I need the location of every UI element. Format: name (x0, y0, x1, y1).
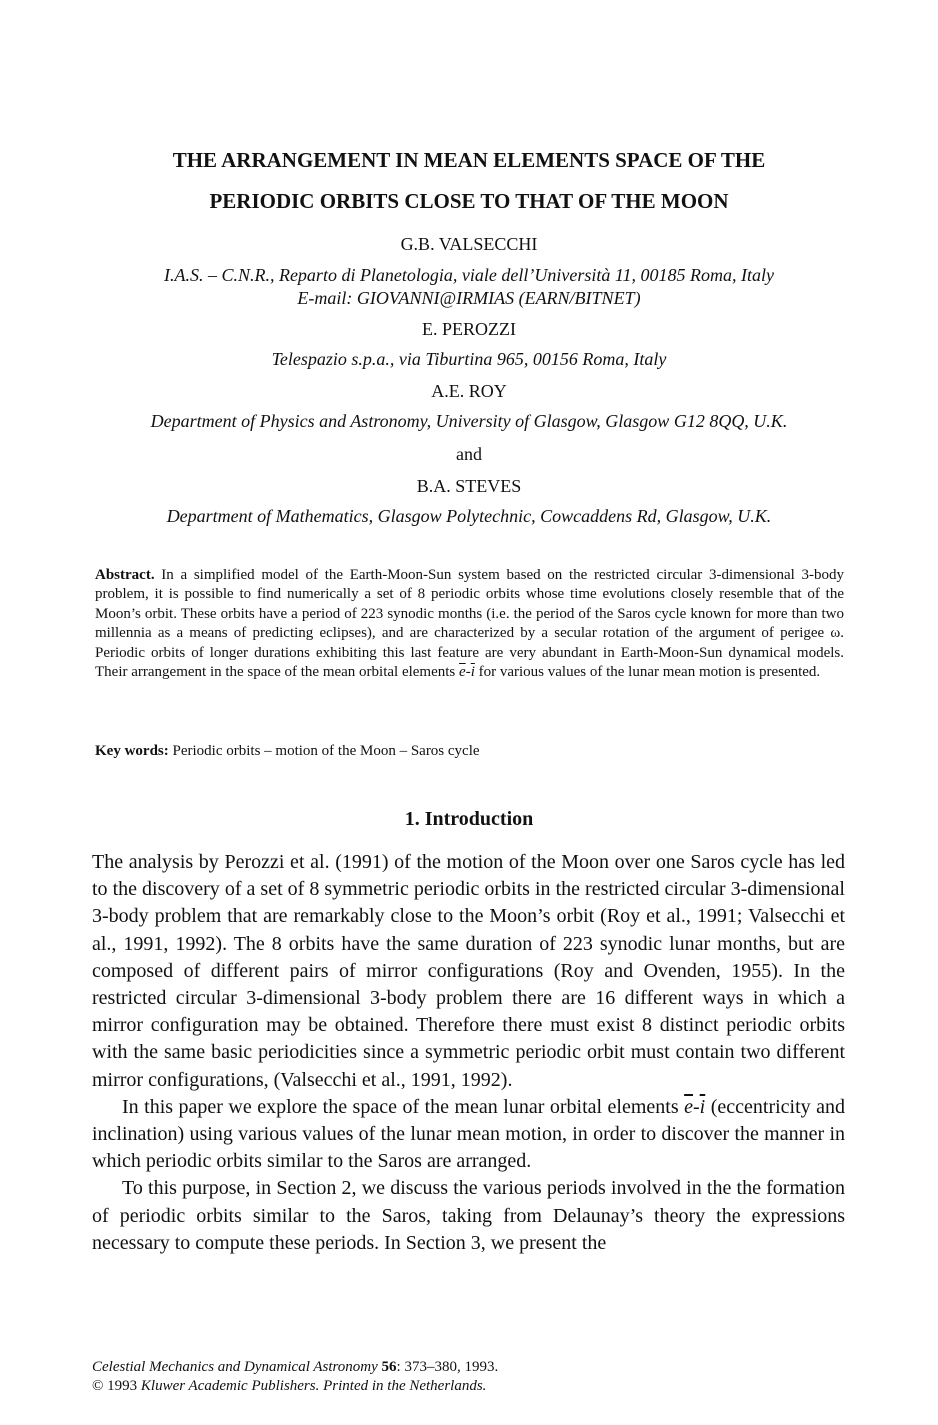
symbol-i-bar: $\overline{i}$ (470, 664, 475, 681)
copyright-year: © 1993 (92, 1378, 138, 1394)
symbol-e-bar-body: $\overline{e}$ (684, 1095, 693, 1118)
footer (92, 1358, 498, 1396)
paragraph-2 (92, 1094, 845, 1176)
keywords-text: Periodic orbits – motion of the Moon – Saros cycle (172, 743, 480, 759)
symbol-i-bar-body: $\overline{i}$ (699, 1095, 706, 1118)
email-valsecchi: E-mail: GIOVANNI@IRMIAS (EARN/BITNET) (297, 288, 641, 308)
symbol-dash: - (465, 664, 471, 681)
copyright-line (92, 1377, 498, 1396)
abstract (95, 566, 844, 682)
journal-pages: : 373–380, 1993. (396, 1359, 499, 1375)
author-steves: B.A. STEVES (416, 476, 522, 496)
abstract-text-end: for various values of the lunar mean motion is presented. (478, 664, 821, 681)
author-perozzi: E. PEROZZI (422, 319, 516, 339)
introduction-body (92, 849, 845, 1257)
affiliation-steves: Department of Mathematics, Glasgow Polytechnic, Cowcaddens Rd, Glasgow, U.K. (166, 506, 772, 526)
paper-title (60, 140, 878, 222)
affiliation-valsecchi: I.A.S. – C.N.R., Reparto di Planetologia, viale dell’Università 11, 00185 Roma, Italy (163, 265, 775, 285)
abstract-text: In a simplified model of the Earth-Moon-Sun system based on the restricted circular 3-dimensional 3-body problem, it is possible to find numerically a set of 8 periodic orbits whose time evolutions closely resemble that of the Moon’s orbit. These orbits have a period of 223 synodic months (i.e. the period of the Saros cycle known for more than two millennia as a means of predicting eclipses), and are characterized by a secular rotation of the argument of perigee ω. Periodic orbits of longer durations exhibiting this last feature are very abundant in Earth-Moon-Sun dynamical models. Their arrangement in the space of the mean orbital elements (95, 567, 845, 681)
section-heading-introduction: 1. Introduction (404, 808, 534, 830)
paragraph-1: The analysis by Perozzi et al. (1991) of the motion of the Moon over one Saros cycle has led to the discovery of a set of 8 symmetric periodic orbits in the restricted circular 3-dimensional 3-body problem that are remarkably close to the Moon’s orbit (Roy et al., 1991; Valsecchi et al., 1991, 1992). The 8 orbits have the same duration of 223 synodic lunar months, but are composed of different pairs of mirror configurations (Roy and Ovenden, 1955). In the restricted circular 3-dimensional 3-body problem there are 16 different ways in which a mirror configuration may be obtained. Therefore there must exist 8 distinct periodic orbits with the same basic periodicities since a symmetric periodic orbit must contain two different mirror configurations, (Valsecchi et al., 1991, 1992). (92, 851, 845, 1091)
affiliation-perozzi: Telespazio s.p.a., via Tiburtina 965, 00156 Roma, Italy (271, 349, 667, 369)
abstract-label: Abstract. (95, 567, 155, 583)
and-separator: and (456, 444, 482, 464)
paragraph-3: To this purpose, in Section 2, we discuss the various periods involved in the the formation of periodic orbits similar to the Saros, taking from Delaunay’s theory the expressions necessary to compute these periods. In Section 3, we present the (92, 1177, 845, 1254)
paragraph-2-end: (eccentricity and inclination) using various values of the lunar mean motion, in order to discover the manner in which periodic orbits similar to the Saros are arranged. (92, 1095, 846, 1173)
journal-name: Celestial Mechanics and Dynamical Astronomy (92, 1359, 378, 1375)
symbol-dash-body: - (693, 1095, 700, 1118)
title-line-1: THE ARRANGEMENT IN MEAN ELEMENTS SPACE OF THE (172, 148, 766, 172)
author-roy: A.E. ROY (431, 381, 507, 401)
publisher: Kluwer Academic Publishers. Printed in the Netherlands. (140, 1378, 487, 1394)
paragraph-2-start: In this paper we explore the space of the mean lunar orbital elements (122, 1095, 679, 1118)
affiliation-roy: Department of Physics and Astronomy, University of Glasgow, Glasgow G12 8QQ, U.K. (150, 411, 788, 431)
symbol-e-bar: $\overline{e}$ (459, 664, 466, 681)
journal-volume: 56 (381, 1359, 397, 1375)
keywords-label: Key words: (95, 743, 169, 759)
title-line-2: PERIODIC ORBITS CLOSE TO THAT OF THE MOON (209, 189, 729, 213)
keywords (95, 742, 844, 761)
author-valsecchi: G.B. VALSECCHI (400, 234, 538, 254)
journal-citation (92, 1358, 498, 1377)
